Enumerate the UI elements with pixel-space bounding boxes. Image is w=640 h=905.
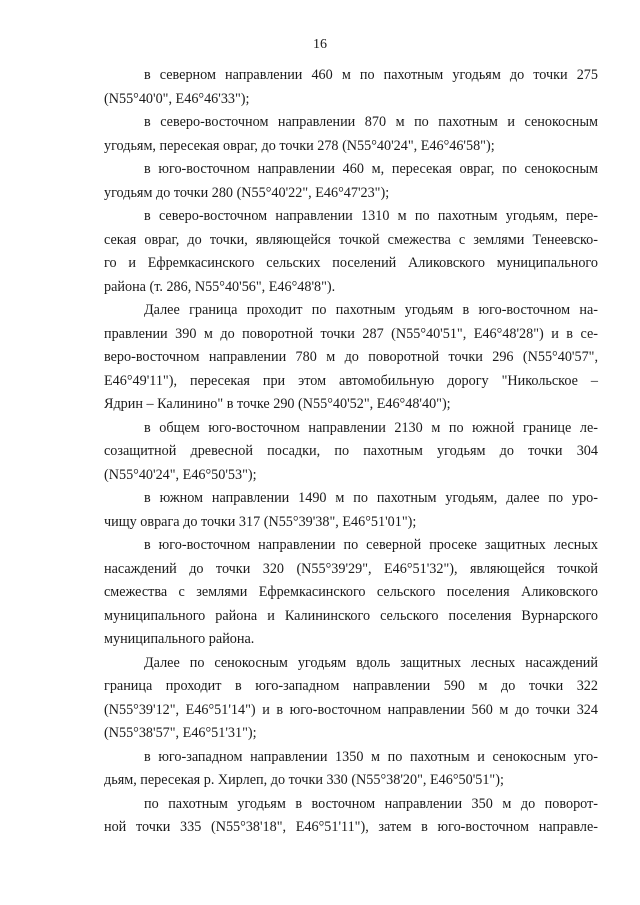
text-line: смежества с землями Ефремкасинского сельского поселения Аликовского [104, 584, 598, 600]
page-number: 16 [313, 37, 327, 52]
paragraph [104, 417, 598, 488]
text-line: в южном направлении 1490 м по пахотным угодьям, далее по уро- [144, 490, 598, 506]
text-line: го и Ефремкасинского сельских поселений Аликовского муниципального [104, 255, 598, 271]
text-line: Ядрин – Калинино" в точке 290 (N55°40'52", E46°48'40"); [104, 396, 451, 412]
text-line: в юго-восточном направлении 460 м, пересекая овраг, по сенокосным [144, 161, 598, 177]
text-line: (N55°38'57", E46°51'31"); [104, 725, 257, 741]
text-line: Далее граница проходит по пахотным угодьям в юго-восточном на- [144, 302, 598, 318]
paragraph [104, 205, 598, 299]
text-line: чищу оврага до точки 317 (N55°39'38", E46°51'01"); [104, 513, 417, 530]
paragraph [104, 793, 598, 840]
text-line: правлении 390 м до поворотной точки 287 (N55°40'51", E46°48'28") и в се- [104, 325, 598, 342]
text-line: муниципального района и Калининского сельского поселения Вурнарского [104, 607, 598, 624]
text-line: муниципального района. [104, 631, 255, 647]
text-line: ной точки 335 (N55°38'18", E46°51'11"), затем в юго-восточном направле- [104, 819, 598, 835]
text-line: Далее по сенокосным угодьям вдоль защитных лесных насаждений [144, 654, 598, 671]
text-line: в общем юго-восточном направлении 2130 м по южной границе ле- [144, 419, 598, 436]
text-line: граница проходит в юго-западном направлении 590 м до точки 322 [104, 678, 598, 694]
paragraph [104, 64, 598, 111]
text-line: в юго-восточном направлении по северной просеке защитных лесных [144, 537, 598, 553]
paragraph [104, 299, 598, 417]
text-line: в северо-восточном направлении 1310 м по пахотным угодьям, пере- [144, 208, 598, 224]
document-body [104, 64, 598, 840]
paragraph [104, 487, 598, 534]
text-line: в северо-восточном направлении 870 м по пахотным и сенокосным [144, 114, 598, 130]
paragraph [104, 111, 598, 158]
text-line: созащитной древесной посадки, по пахотным угодьям до точки 304 [104, 443, 598, 459]
text-line: дьям, пересекая р. Хирлеп, до точки 330 (N55°38'20", E46°50'51"); [104, 772, 504, 788]
text-line: в юго-западном направлении 1350 м по пахотным и сенокосным уго- [144, 748, 598, 765]
text-line: в северном направлении 460 м по пахотным угодьям до точки 275 [144, 67, 598, 83]
text-line: (N55°40'0", E46°46'33"); [104, 90, 250, 107]
text-line: угодьям до точки 280 (N55°40'22", E46°47'23"); [104, 184, 390, 201]
text-line: (N55°39'12", E46°51'14") и в юго-восточном направлении 560 м до точки 324 [104, 701, 598, 718]
text-line: по пахотным угодьям в восточном направлении 350 м до поворот- [144, 795, 598, 812]
text-line: (N55°40'24", E46°50'53"); [104, 466, 257, 483]
paragraph [104, 652, 598, 746]
text-line: района (т. 286, N55°40'56", E46°48'8"). [104, 278, 336, 295]
text-line: веро-восточном направлении 780 м до поворотной точки 296 (N55°40'57", [104, 349, 598, 365]
text-line: угодьям, пересекая овраг, до точки 278 (N55°40'24", E46°46'58"); [104, 137, 495, 154]
paragraph [104, 534, 598, 652]
text-line: насаждений до точки 320 (N55°39'29", E46°51'32"), являющейся точкой [104, 560, 598, 577]
paragraph [104, 158, 598, 205]
text-line: секая овраг, до точки, являющейся точкой смежества с землями Тенеевско- [104, 231, 598, 248]
text-line: E46°49'11"), пересекая при этом автомобильную дорогу "Никольское – [104, 372, 598, 389]
paragraph [104, 746, 598, 793]
